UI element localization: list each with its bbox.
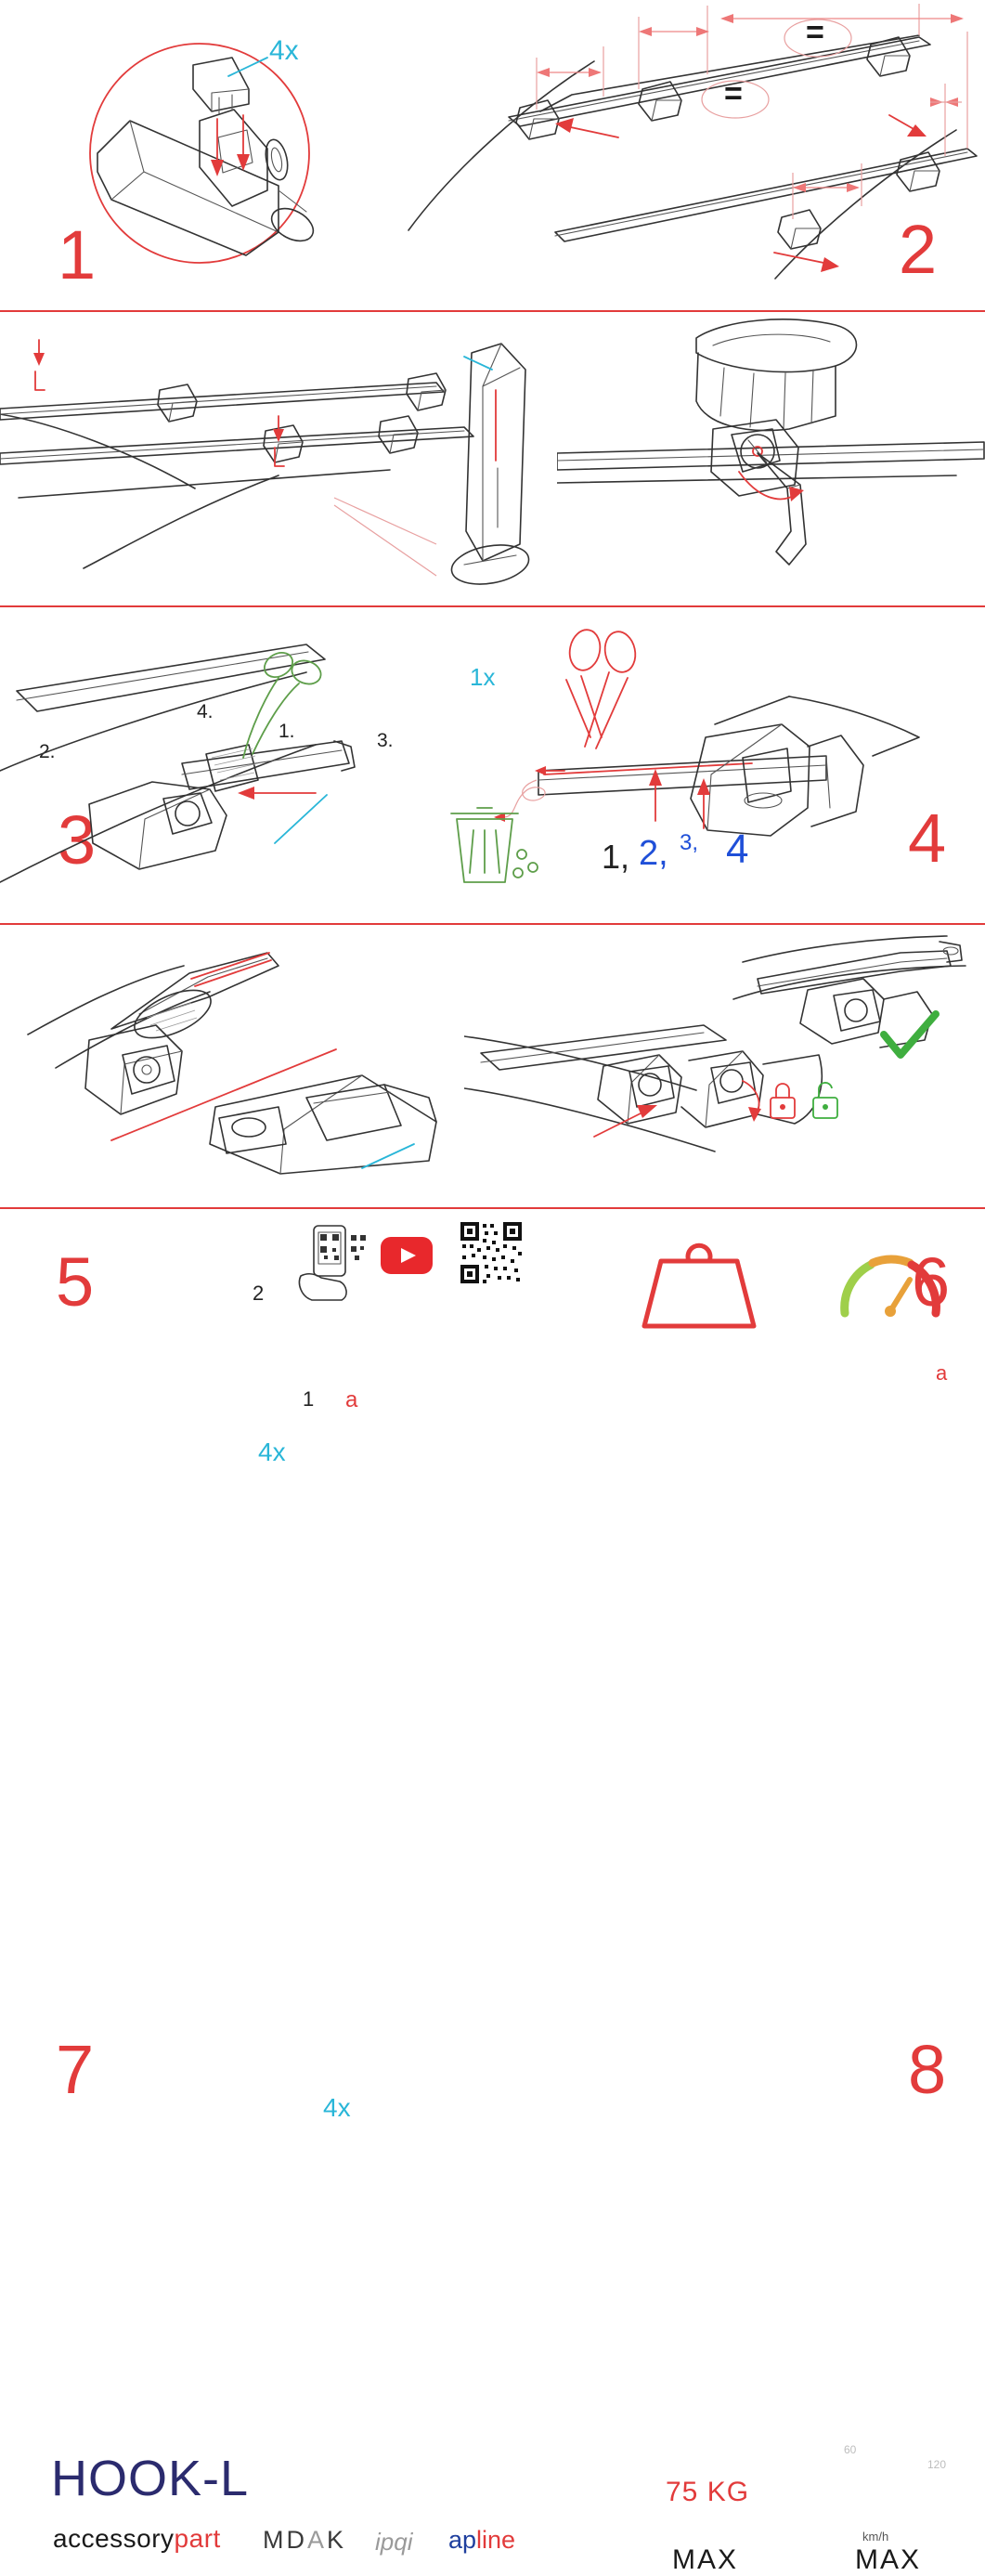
step-2-illustration [399,0,985,310]
speed-max-tick: 120 [927,2458,947,2471]
step-6-illustration [436,607,985,923]
step-1-quantity-label: 4x [269,35,299,66]
step-4-sequence-4: 4 [726,826,749,872]
mdak-part-3: K [327,2526,347,2554]
speed-unit-label: km/h [862,2530,889,2543]
step-3-label-4: 4. [197,701,214,722]
step-3-label-2: 2. [39,741,56,762]
step-3-panel [0,312,557,878]
step-6-label-a: a [936,1361,948,1385]
step-5-label-1: 1 [303,1387,315,1411]
speed-min-tick: 60 [844,2443,857,2456]
qr-scan-phone-icon [293,1224,377,1304]
tagline-first: accessory [53,2524,175,2553]
apline-part-2: line [476,2526,516,2554]
step-5-number: 5 [56,1243,97,1321]
step-6-number: 6 [912,1243,953,1321]
tagline-second: part [174,2524,221,2553]
step-4-sequence-2: 2, [639,834,668,873]
equal-label-2: = [724,76,743,111]
step-4-sequence-3: 3, [680,830,699,855]
qr-code-icon [459,1220,524,1285]
step-8-number: 8 [908,2031,949,2108]
step-1-number: 1 [58,216,98,293]
max-load-value: 75 KG [666,2477,750,2507]
step-7-quantity-label: 4x [323,2093,351,2122]
step-5-label-a: a [345,1387,358,1412]
step-4-sequence-1: 1, [602,838,630,876]
brand-title: HOOK-L [51,2451,250,2506]
step-6-panel [436,607,985,1385]
youtube-icon[interactable] [381,1237,433,1274]
brand-tagline [53,2524,221,2554]
partner-apline [448,2526,515,2555]
max-speed-icon [832,1228,949,1332]
step-3-quantity-label: 1x [470,663,496,691]
max-load-caption: MAX [672,2544,739,2575]
step-5-label-2: 2 [253,1281,265,1305]
step-8-panel [464,925,985,2108]
step-4-number: 4 [908,800,949,877]
step-8-illustration [464,925,985,1207]
step-5-panel [0,607,436,1466]
step-2-panel [399,0,985,310]
step-5-illustration [0,607,436,923]
step-3-number: 3 [58,801,98,878]
mdak-part-1: MD [263,2526,307,2554]
step-1-panel [0,0,399,310]
partner-ipqi: ipqi [375,2528,413,2556]
step-7-number: 7 [56,2031,97,2108]
step-5-quantity-label: 4x [258,1438,286,1466]
step-3-label-3: 3. [377,730,394,751]
step-7-panel [0,925,464,2122]
step-4-illustration [557,312,985,605]
step-4-panel [557,312,985,877]
step-3-illustration [0,312,557,605]
step-3-label-1: 1. [279,721,295,742]
mdak-part-2: A [307,2526,328,2554]
max-load-icon [639,1228,759,1330]
max-speed-caption: MAX [855,2544,922,2575]
apline-part-1: ap [448,2526,477,2554]
equal-label-1: = [806,15,824,50]
partner-mdak [263,2526,346,2555]
step-2-number: 2 [899,211,940,288]
step-7-illustration [0,925,464,1207]
